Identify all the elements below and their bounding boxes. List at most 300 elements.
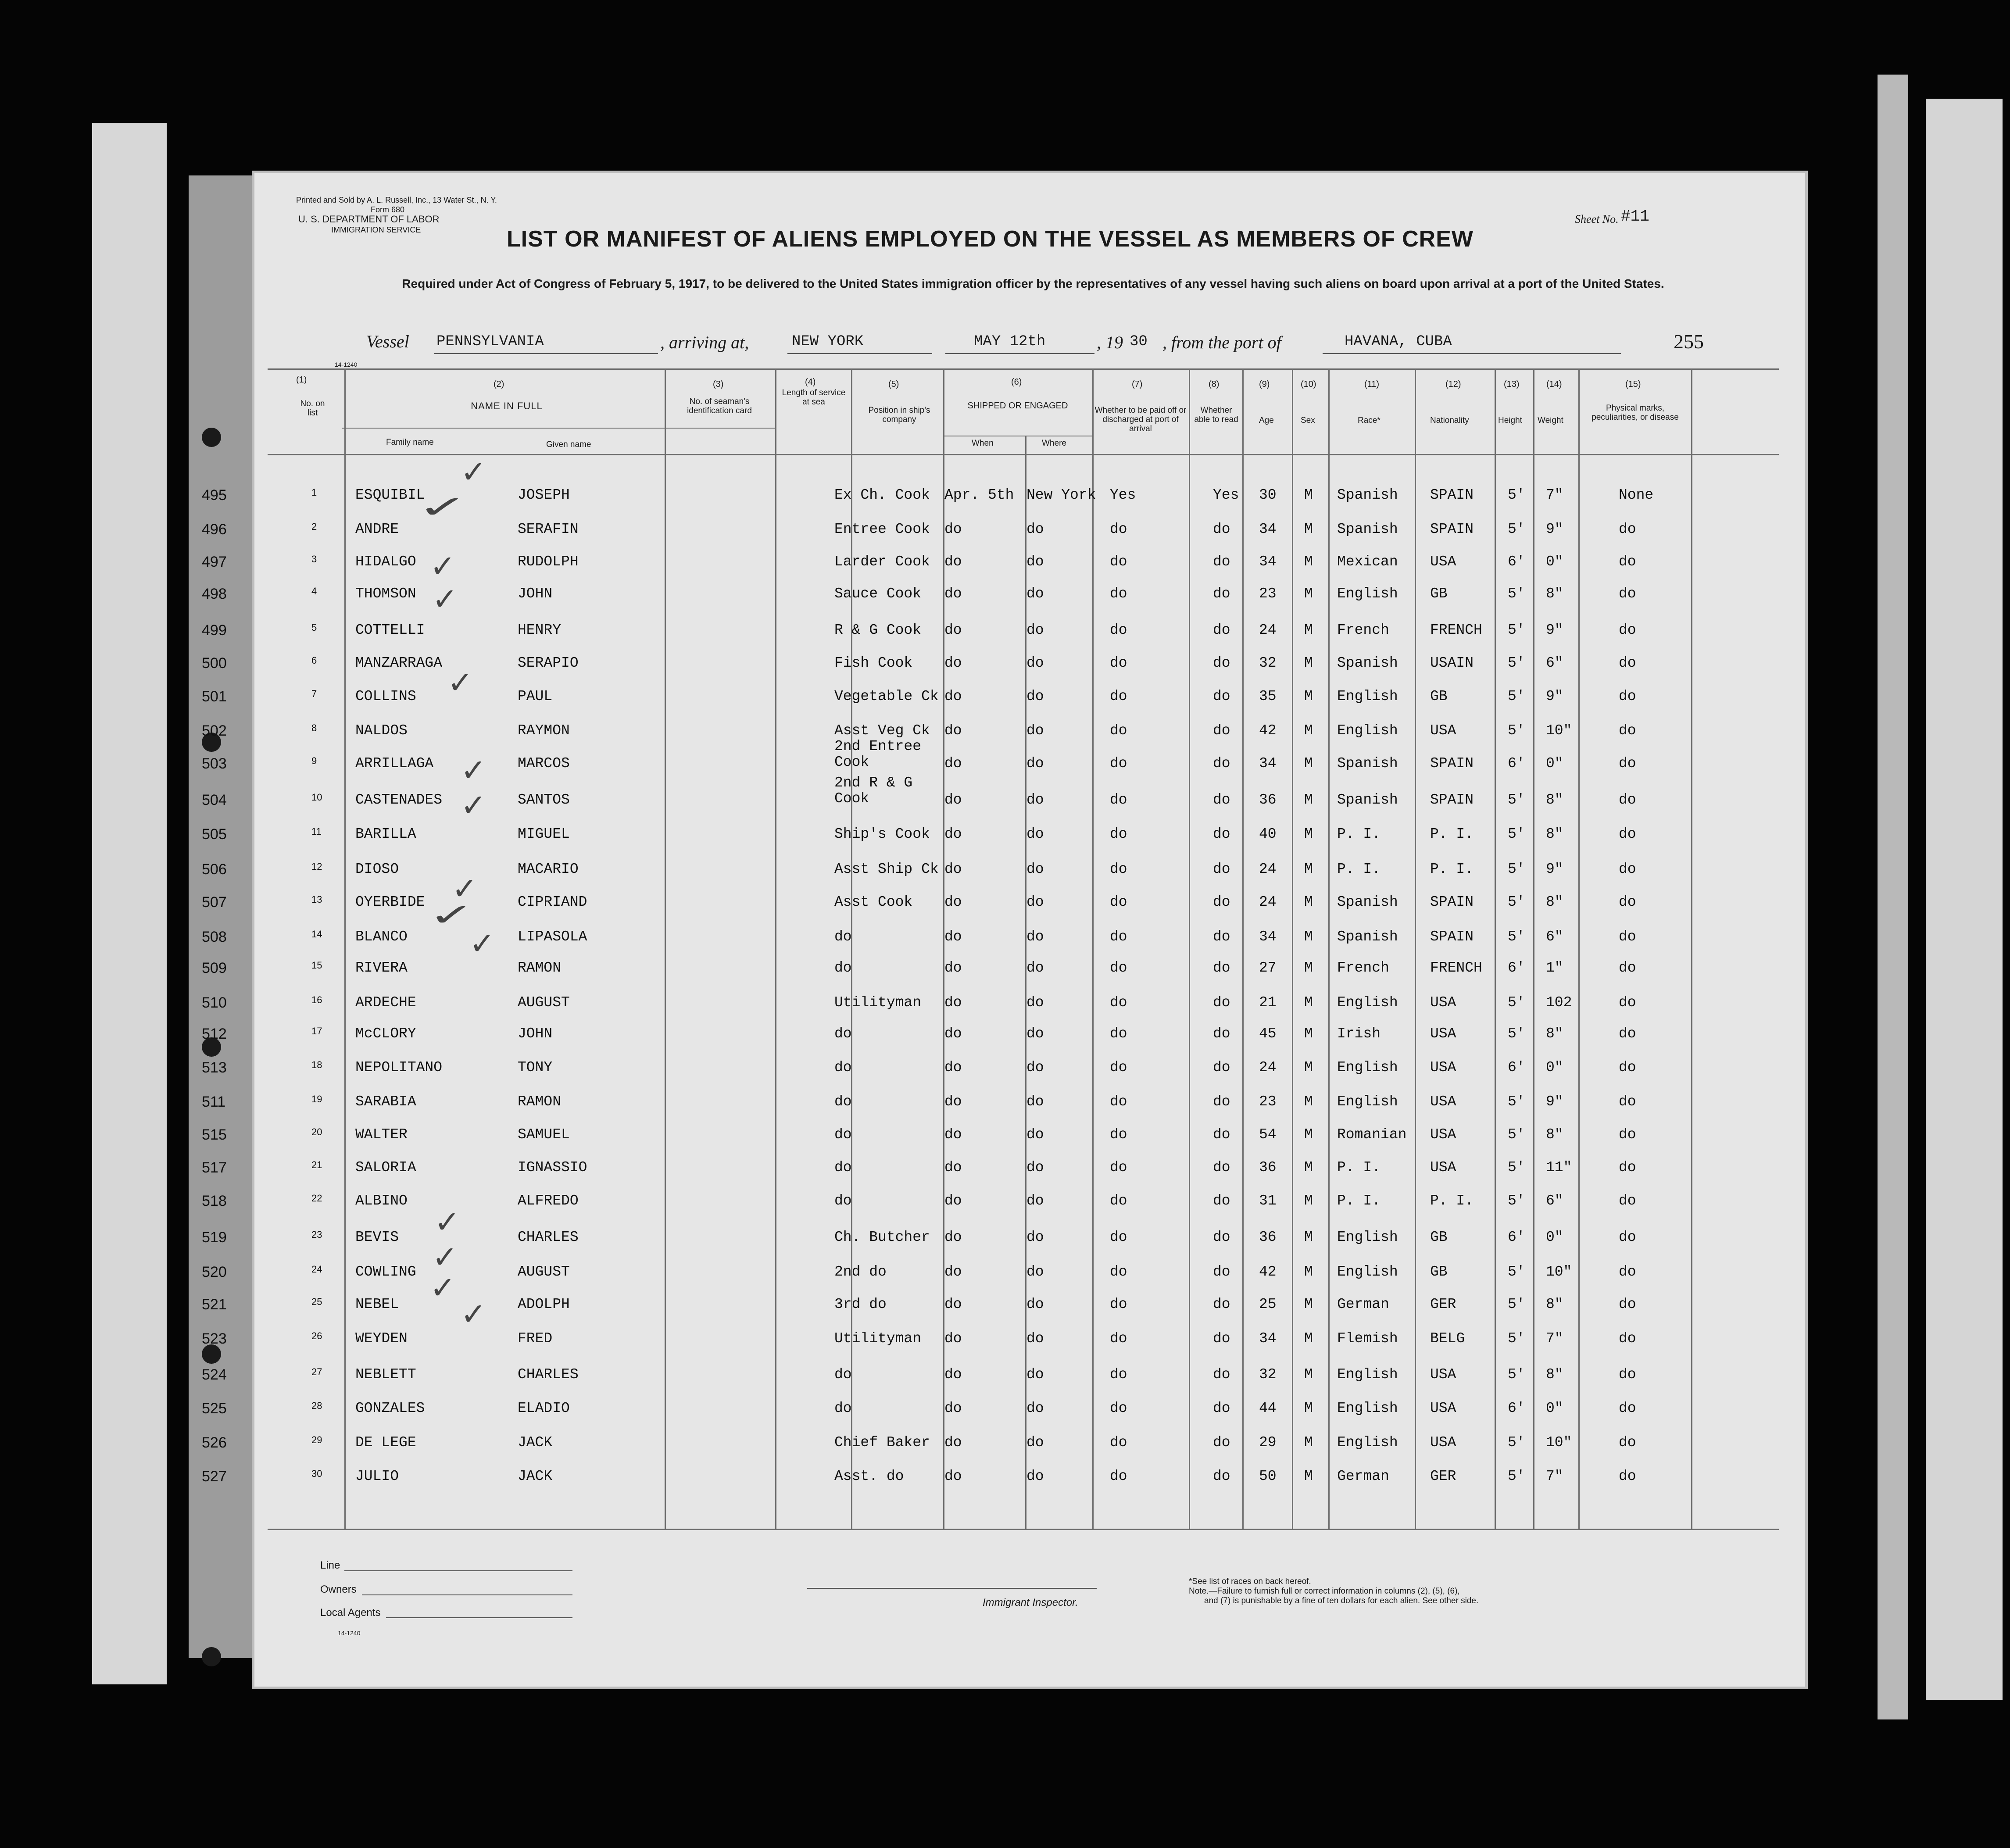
row-family-name: OYERBIDE [355,894,425,910]
row-ref-number: 510 [202,994,227,1011]
row-height-feet: 5' [1508,622,1525,638]
row-given-name: CHARLES [518,1366,579,1383]
row-shipped-when: do [944,792,962,808]
row-shipped-where: do [1026,1434,1044,1451]
row-shipped-where: do [1026,1296,1044,1312]
row-nationality: P. I. [1430,826,1474,842]
col3-label: No. of seaman's identification card [687,397,752,415]
row-position: do [834,1026,852,1042]
row-shipped-where: do [1026,1094,1044,1110]
row-paid-off: do [1110,1468,1127,1484]
row-age: 24 [1259,861,1277,877]
row-height-feet: 6' [1508,1059,1525,1076]
col6-where-label: Where [1042,439,1066,448]
row-sex: M [1304,755,1313,772]
row-ref-number: 517 [202,1159,227,1176]
row-height-inches: 7" [1546,1468,1563,1484]
row-sex: M [1304,894,1313,910]
row-race: P. I. [1337,1159,1381,1176]
row-shipped-when: do [944,688,962,704]
row-family-name: RIVERA [355,960,408,976]
row-given-name: IGNASSIO [518,1159,587,1176]
row-shipped-when: do [944,1400,962,1416]
row-family-name: WALTER [355,1126,408,1143]
row-height-feet: 5' [1508,1264,1525,1280]
row-height-inches: 10" [1546,722,1572,739]
row-ref-number: 497 [202,554,227,570]
row-height-inches: 0" [1546,1229,1563,1245]
row-shipped-when: do [944,1094,962,1110]
row-list-number: 9 [311,755,317,766]
col5-label: Position in ship's company [868,406,930,424]
row-physical-marks: do [1619,688,1636,704]
row-list-number: 6 [311,655,317,666]
row-ref-number: 504 [202,792,227,808]
row-height-inches: 7" [1546,487,1563,503]
col11-number: (11) [1364,379,1380,389]
row-physical-marks: do [1619,1296,1636,1312]
row-age: 25 [1259,1296,1277,1312]
row-given-name: HENRY [518,622,562,638]
row-height-feet: 5' [1508,826,1525,842]
row-given-name: SANTOS [518,792,570,808]
row-race: English [1337,1059,1398,1076]
row-family-name: NALDOS [355,722,408,739]
row-height-inches: 0" [1546,755,1563,772]
vessel-label: Vessel [366,332,409,351]
row-age: 23 [1259,1094,1277,1110]
row-family-name: COLLINS [355,688,416,704]
row-physical-marks: do [1619,622,1636,638]
row-list-number: 27 [311,1366,322,1377]
row-family-name: ALBINO [355,1193,408,1209]
row-given-name: CHARLES [518,1229,579,1245]
row-given-name: ELADIO [518,1400,570,1416]
left-back-sheet [92,123,167,1684]
row-race: English [1337,1400,1398,1416]
row-sex: M [1304,861,1313,877]
row-list-number: 20 [311,1126,322,1137]
row-able-to-read: do [1213,1159,1230,1176]
row-height-inches: 8" [1546,826,1563,842]
row-paid-off: do [1110,1400,1127,1416]
row-height-inches: 8" [1546,792,1563,808]
footer-owners-label: Owners [320,1583,357,1595]
document-subtitle: Required under Act of Congress of February 5, 1917, to be delivered to the United States immigration officer by the representatives of any vessel having such aliens on board upon arrival at a port of the United States. [402,277,1664,290]
row-height-inches: 9" [1546,688,1563,704]
row-position: do [834,1094,852,1110]
row-age: 34 [1259,755,1277,772]
row-physical-marks: do [1619,826,1636,842]
row-height-inches: 8" [1546,1296,1563,1312]
row-ref-number: 509 [202,960,227,976]
row-shipped-where: do [1026,554,1044,570]
row-height-feet: 5' [1508,994,1525,1011]
row-height-inches: 10" [1546,1434,1572,1451]
arriving-label: , arriving at, [660,332,749,352]
row-given-name: SAMUEL [518,1126,570,1143]
row-position: 3rd do [834,1296,887,1312]
footer-note-races: *See list of races on back hereof. [1189,1577,1311,1586]
row-physical-marks: None [1619,487,1654,503]
row-shipped-when: do [944,861,962,877]
row-position: Sauce Cook [834,586,922,602]
row-physical-marks: do [1619,554,1636,570]
row-able-to-read: do [1213,722,1230,739]
punch-hole [202,1647,221,1666]
row-race: English [1337,1264,1398,1280]
row-age: 42 [1259,1264,1277,1280]
row-age: 54 [1259,1126,1277,1143]
row-shipped-where: do [1026,688,1044,704]
row-height-feet: 5' [1508,1094,1525,1110]
row-sex: M [1304,1059,1313,1076]
row-family-name: COTTELLI [355,622,425,638]
row-ref-number: 498 [202,586,227,602]
row-age: 35 [1259,688,1277,704]
row-shipped-when: do [944,1126,962,1143]
row-nationality: P. I. [1430,1193,1474,1209]
row-age: 40 [1259,826,1277,842]
row-paid-off: do [1110,894,1127,910]
row-race: English [1337,688,1398,704]
row-nationality: GER [1430,1468,1456,1484]
row-given-name: RAMON [518,1094,562,1110]
row-sex: M [1304,622,1313,638]
row-shipped-when: do [944,1366,962,1383]
row-list-number: 2 [311,521,317,532]
right-back-sheet [1926,99,2003,1700]
row-paid-off: Yes [1110,487,1136,503]
col2-label: NAME IN FULL [471,400,543,411]
row-height-inches: 0" [1546,554,1563,570]
row-age: 31 [1259,1193,1277,1209]
arrival-date: MAY 12th [974,333,1046,350]
row-shipped-when: do [944,1264,962,1280]
row-physical-marks: do [1619,1400,1636,1416]
row-given-name: RUDOLPH [518,554,579,570]
row-sex: M [1304,1264,1313,1280]
row-able-to-read: do [1213,1094,1230,1110]
row-shipped-where: do [1026,586,1044,602]
row-height-inches: 9" [1546,521,1563,537]
pencil-check-mark: ✓ [428,897,475,933]
row-height-inches: 9" [1546,1094,1563,1110]
row-sex: M [1304,554,1313,570]
row-physical-marks: do [1619,1434,1636,1451]
row-height-inches: 0" [1546,1059,1563,1076]
row-sex: M [1304,655,1313,671]
row-physical-marks: do [1619,994,1636,1011]
row-ref-number: 502 [202,722,227,739]
row-paid-off: do [1110,1026,1127,1042]
row-shipped-where: do [1026,1059,1044,1076]
row-given-name: ADOLPH [518,1296,570,1312]
row-able-to-read: do [1213,929,1230,945]
row-given-name: MACARIO [518,861,579,877]
row-ref-number: 518 [202,1193,227,1209]
row-family-name: BARILLA [355,826,416,842]
row-race: Mexican [1337,554,1398,570]
row-sex: M [1304,1468,1313,1484]
row-able-to-read: do [1213,826,1230,842]
row-family-name: SARABIA [355,1094,416,1110]
row-able-to-read: do [1213,1434,1230,1451]
row-height-feet: 5' [1508,722,1525,739]
row-shipped-when: do [944,554,962,570]
row-shipped-when: do [944,1330,962,1347]
row-list-number: 12 [311,861,322,872]
row-height-feet: 5' [1508,1330,1525,1347]
row-physical-marks: do [1619,960,1636,976]
footer-form-code: 14-1240 [338,1630,361,1637]
row-shipped-where: do [1026,792,1044,808]
row-position: do [834,929,852,945]
row-ref-number: 507 [202,894,227,911]
row-height-inches: 6" [1546,929,1563,945]
row-nationality: SPAIN [1430,792,1474,808]
row-shipped-where: do [1026,1468,1044,1484]
row-family-name: NEPOLITANO [355,1059,443,1076]
row-nationality: USA [1430,1094,1456,1110]
col7-number: (7) [1132,379,1143,389]
row-paid-off: do [1110,622,1127,638]
row-list-number: 11 [311,826,322,837]
row-height-feet: 5' [1508,792,1525,808]
row-physical-marks: do [1619,1026,1636,1042]
row-ref-number: 521 [202,1296,227,1313]
row-family-name: JULIO [355,1468,399,1484]
row-nationality: USAIN [1430,655,1474,671]
row-physical-marks: do [1619,1193,1636,1209]
row-height-feet: 6' [1508,960,1525,976]
col9-number: (9) [1259,379,1270,389]
row-race: English [1337,1094,1398,1110]
row-list-number: 5 [311,622,317,633]
row-race: French [1337,960,1389,976]
col13-label: Height [1498,416,1522,425]
row-nationality: GB [1430,688,1448,704]
pencil-check-mark: ✓ [417,489,469,525]
row-position: 2nd do [834,1264,887,1280]
sheet-number: #11 [1621,207,1649,225]
row-paid-off: do [1110,1193,1127,1209]
row-physical-marks: do [1619,894,1636,910]
pencil-check-mark: ✓ [452,871,478,907]
col5-number: (5) [888,379,899,389]
pencil-check-mark: ✓ [461,787,486,823]
col3-number: (3) [713,379,724,389]
row-shipped-where: do [1026,722,1044,739]
col4-label: Length of service at sea [782,388,846,407]
row-able-to-read: do [1213,1229,1230,1245]
row-race: Spanish [1337,487,1398,503]
row-height-feet: 5' [1508,1468,1525,1484]
row-paid-off: do [1110,1330,1127,1347]
row-height-feet: 5' [1508,861,1525,877]
row-height-inches: 102 [1546,994,1572,1011]
row-ref-number: 512 [202,1026,227,1042]
row-height-inches: 9" [1546,861,1563,877]
row-given-name: JOSEPH [518,487,570,503]
form-code: 14-1240 [335,361,358,368]
row-able-to-read: do [1213,1468,1230,1484]
row-paid-off: do [1110,1094,1127,1110]
row-family-name: ARRILLAGA [355,755,434,772]
pencil-check-mark: ✓ [461,752,486,788]
row-age: 27 [1259,960,1277,976]
row-able-to-read: do [1213,1126,1230,1143]
row-list-number: 16 [311,994,322,1005]
row-position: do [834,1126,852,1143]
row-able-to-read: do [1213,1400,1230,1416]
row-height-feet: 5' [1508,1159,1525,1176]
service-name: IMMIGRATION SERVICE [331,225,421,234]
row-physical-marks: do [1619,655,1636,671]
row-position: Utilityman [834,994,922,1011]
row-physical-marks: do [1619,722,1636,739]
row-nationality: USA [1430,722,1456,739]
row-paid-off: do [1110,1126,1127,1143]
row-nationality: SPAIN [1430,929,1474,945]
row-age: 34 [1259,1330,1277,1347]
row-able-to-read: do [1213,755,1230,772]
row-position: 2nd R & G Cook [834,775,913,807]
row-shipped-when: do [944,994,962,1011]
row-list-number: 23 [311,1229,322,1240]
row-sex: M [1304,1296,1313,1312]
row-list-number: 1 [311,487,317,498]
pencil-check-mark: ✓ [432,1239,458,1275]
pencil-check-mark: ✓ [461,1296,486,1332]
row-position: Fish Cook [834,655,913,671]
footer-note-penalty-cont: and (7) is punishable by a fine of ten dollars for each alien. See other side. [1204,1596,1479,1605]
col2-given-label: Given name [546,440,591,449]
row-ref-number: 506 [202,861,227,878]
row-sex: M [1304,1126,1313,1143]
row-shipped-when: do [944,929,962,945]
row-position: Utilityman [834,1330,922,1347]
row-age: 36 [1259,1159,1277,1176]
row-height-inches: 6" [1546,655,1563,671]
row-family-name: COWLING [355,1264,416,1280]
row-sex: M [1304,487,1313,503]
row-given-name: PAUL [518,688,553,704]
row-height-feet: 5' [1508,929,1525,945]
row-sex: M [1304,521,1313,537]
row-shipped-where: do [1026,861,1044,877]
row-age: 21 [1259,994,1277,1011]
form-number: Form 680 [371,205,405,214]
row-height-inches: 8" [1546,894,1563,910]
row-paid-off: do [1110,826,1127,842]
row-physical-marks: do [1619,792,1636,808]
row-shipped-where: do [1026,655,1044,671]
row-list-number: 13 [311,894,322,905]
col6-label: SHIPPED OR ENGAGED [967,401,1068,411]
col2-family-label: Family name [386,438,434,447]
row-family-name: DE LEGE [355,1434,416,1451]
row-family-name: MANZARRAGA [355,655,443,671]
row-age: 36 [1259,792,1277,808]
row-height-inches: 8" [1546,586,1563,602]
col6-number: (6) [1011,377,1022,387]
row-paid-off: do [1110,792,1127,808]
row-age: 34 [1259,554,1277,570]
row-position: R & G Cook [834,622,922,638]
row-age: 23 [1259,586,1277,602]
row-list-number: 10 [311,792,322,803]
row-ref-number: 513 [202,1059,227,1076]
row-ref-number: 527 [202,1468,227,1485]
row-shipped-when: do [944,1229,962,1245]
row-list-number: 26 [311,1330,322,1341]
row-given-name: TONY [518,1059,553,1076]
col14-label: Weight [1538,416,1563,425]
row-given-name: MARCOS [518,755,570,772]
row-ref-number: 496 [202,521,227,538]
row-height-feet: 5' [1508,1434,1525,1451]
row-ref-number: 508 [202,929,227,945]
row-able-to-read: do [1213,861,1230,877]
arrival-port: NEW YORK [792,333,864,350]
footer-note-penalty: Note.—Failure to furnish full or correct information in columns (2), (5), (6), [1189,1587,1460,1596]
row-physical-marks: do [1619,1468,1636,1484]
col15-label: Physical marks, peculiarities, or disease [1592,404,1679,422]
row-family-name: HIDALGO [355,554,416,570]
row-paid-off: do [1110,1296,1127,1312]
row-able-to-read: do [1213,994,1230,1011]
row-sex: M [1304,586,1313,602]
row-height-inches: 10" [1546,1264,1572,1280]
row-position: do [834,1059,852,1076]
row-nationality: USA [1430,1434,1456,1451]
row-position: Vegetable Ck [834,688,939,704]
row-shipped-where: do [1026,994,1044,1011]
row-physical-marks: do [1619,1094,1636,1110]
row-position: do [834,1159,852,1176]
row-list-number: 15 [311,960,322,971]
row-family-name: ESQUIBIL [355,487,425,503]
row-physical-marks: do [1619,1366,1636,1383]
row-ref-number: 501 [202,688,227,705]
row-shipped-where: do [1026,1366,1044,1383]
row-able-to-read: do [1213,960,1230,976]
row-paid-off: do [1110,1159,1127,1176]
row-paid-off: do [1110,521,1127,537]
row-shipped-where: do [1026,622,1044,638]
row-nationality: SPAIN [1430,894,1474,910]
row-sex: M [1304,722,1313,739]
row-height-feet: 5' [1508,1126,1525,1143]
row-sex: M [1304,1366,1313,1383]
row-sex: M [1304,1330,1313,1347]
row-nationality: USA [1430,554,1456,570]
row-given-name: FRED [518,1330,553,1347]
row-shipped-when: do [944,722,962,739]
row-family-name: NEBEL [355,1296,399,1312]
row-shipped-where: do [1026,1330,1044,1347]
col10-label: Sex [1301,416,1315,425]
row-position: Ch. Butcher [834,1229,930,1245]
row-race: English [1337,586,1398,602]
row-able-to-read: do [1213,894,1230,910]
row-shipped-when: do [944,1468,962,1484]
row-paid-off: do [1110,755,1127,772]
row-age: 24 [1259,622,1277,638]
row-given-name: MIGUEL [518,826,570,842]
row-shipped-when: do [944,1159,962,1176]
